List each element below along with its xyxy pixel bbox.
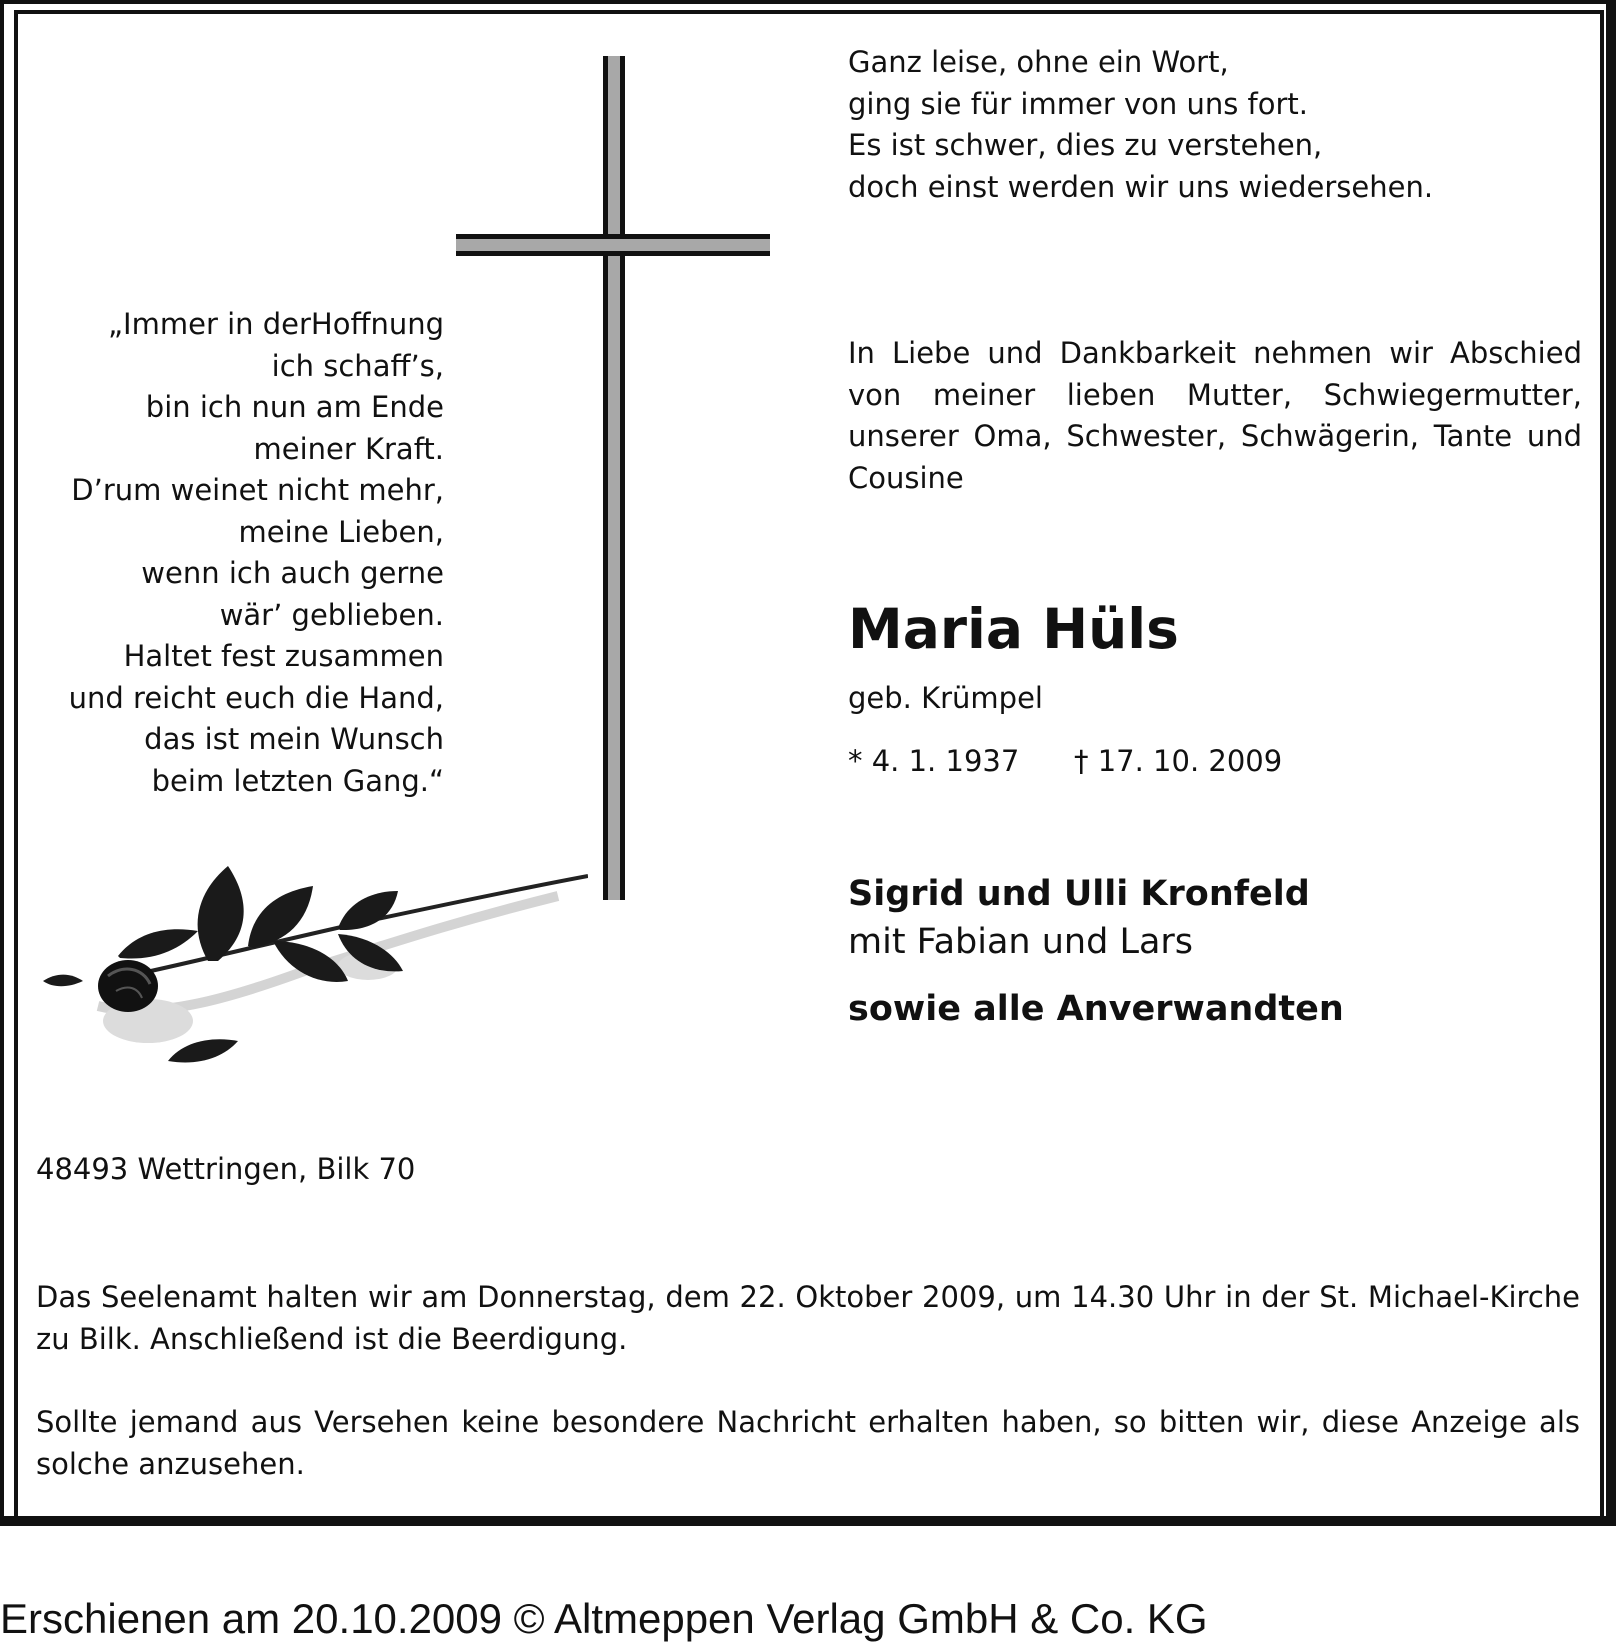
birth-name: geb. Krümpel bbox=[848, 681, 1043, 715]
cross-icon-bar bbox=[456, 234, 770, 256]
death-date: † 17. 10. 2009 bbox=[1074, 744, 1283, 778]
family-main: Sigrid und Ulli Kronfeld bbox=[848, 874, 1310, 914]
rose-icon bbox=[38, 846, 588, 1086]
address: 48493 Wettringen, Bilk 70 bbox=[36, 1152, 416, 1186]
message-notice: Sollte jemand aus Versehen keine besondere Nachricht erhalten haben, so bitten wir, diese Anzeige als solche anzusehen. bbox=[36, 1405, 1580, 1481]
thanks-text: In Liebe und Dankbarkeit nehmen wir Abschied von meiner lieben Mutter, Schwiegermutter, unserer Oma, Schwester, Schwägerin, Tante und Cousine bbox=[848, 336, 1582, 495]
verse-top: Ganz leise, ohne ein Wort, ging sie für immer von uns fort. Es ist schwer, dies zu verstehen, doch einst werden wir uns wiedersehen. bbox=[848, 45, 1434, 204]
cross-icon bbox=[603, 56, 625, 900]
birth-date: * 4. 1. 1937 bbox=[848, 744, 1020, 778]
family-kids: mit Fabian und Lars bbox=[848, 922, 1194, 962]
footer-credit: Erschienen am 20.10.2009 © Altmeppen Verlag GmbH & Co. KG bbox=[0, 1595, 1208, 1642]
deceased-name: Maria Hüls bbox=[848, 597, 1179, 661]
funeral-notice: Das Seelenamt halten wir am Donnerstag, dem 22. Oktober 2009, um 14.30 Uhr in der St. Michael-Kirche zu Bilk. Anschließend ist die Beerdigung. bbox=[36, 1280, 1580, 1356]
quote-verse: „Immer in derHoffnung ich schaff’s, bin ich nun am Ende meiner Kraft. D’rum weinet nicht mehr, meine Lieben, wenn ich auch gerne wär’ geblieben. Haltet fest zusammen und reicht euch die Hand, das ist mein Wunsch beim letzten Gang.“ bbox=[68, 307, 444, 798]
family-all: sowie alle Anverwandten bbox=[848, 989, 1344, 1029]
